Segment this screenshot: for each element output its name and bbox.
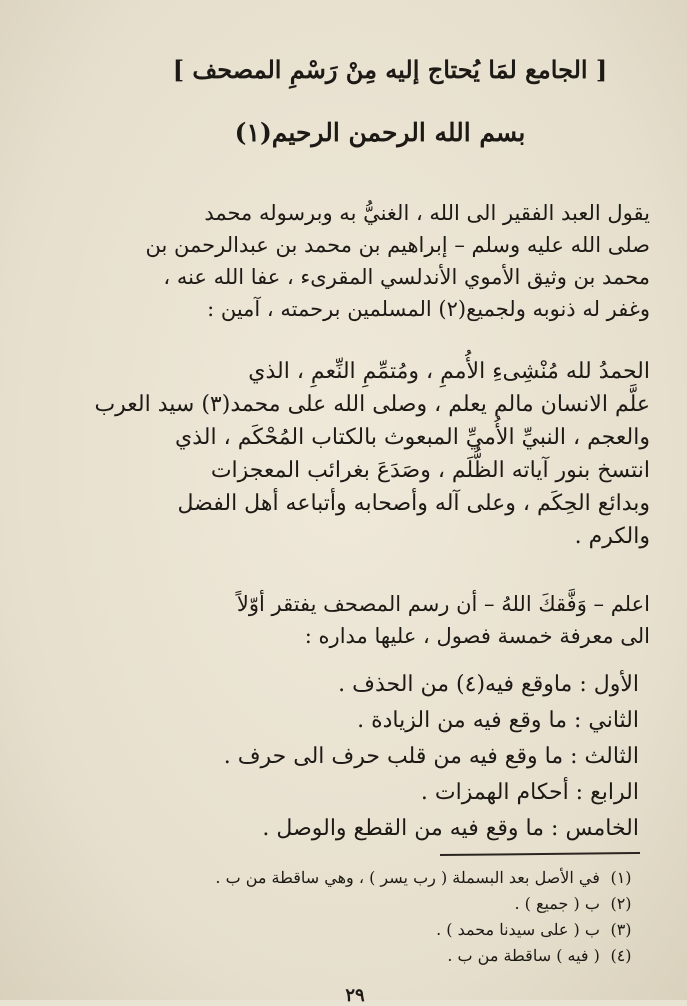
text-line: اعلم – وَفَّقكَ اللهُ – أن رسم المصحف يفتقر أوّلاً: [236, 592, 650, 616]
page-number: ٢٩: [345, 985, 365, 1006]
footnote-divider: [440, 852, 640, 856]
text-line: والكرم .: [574, 524, 650, 549]
chapter-list-item: الخامس : ما وقع فيه من القطع والوصل .: [262, 816, 639, 841]
text-line: علَّم الانسان مالم يعلم ، وصلى الله على محمد(٣) سيد العرب: [94, 392, 650, 417]
chapter-list-item: الثالث : ما وقع فيه من قلب حرف الى حرف .: [223, 744, 639, 769]
footnote-text: ( فيه ) ساقطة من ب .: [447, 946, 600, 965]
footnote-number: (٢): [610, 894, 632, 913]
text-line: وبدائع الحِكَم ، وعلى آله وأصحابه وأتباعه أهل الفضل: [177, 491, 650, 516]
footnote-text: في الأصل بعد البسملة ( رب يسر ) ، وهي ساقطة من ب .: [215, 868, 600, 887]
chapter-list-item: الأول : ماوقع فيه(٤) من الحذف .: [338, 672, 639, 697]
footnote: [110, 946, 637, 972]
text-line: والعجم ، النبيِّ الأُميِّ المبعوث بالكتاب المُحْكَم ، الذي: [175, 425, 650, 450]
text-line: الحمدُ لله مُنْشِىءِ الأُممِ ، ومُتمِّمِ النِّعمِ ، الذي: [248, 359, 650, 384]
text-line: انتسخ بنور آياته الظُّلَم ، وصَدَعَ بغرائب المعجزات: [210, 458, 650, 483]
text-line: محمد بن وثيق الأموي الأندلسي المقرىء ، عفا الله عنه ،: [163, 265, 650, 289]
chapter-list-item: الثاني : ما وقع فيه من الزيادة .: [357, 708, 639, 733]
text-line: يقول العبد الفقير الى الله ، الغنيُّ به وبرسوله محمد: [204, 201, 650, 225]
footnote: [110, 894, 637, 920]
footnote-text: ب ( جميع ) .: [514, 894, 600, 913]
text-line: صلى الله عليه وسلم – إبراهيم بن محمد بن عبدالرحمن بن: [145, 233, 650, 257]
footnote-text: ب ( على سيدنا محمد ) .: [436, 920, 600, 939]
footnote: [110, 920, 637, 946]
chapter-title: [ الجامع لمَا يُحتاج إليه مِنْ رَسْمِ المصحف ]: [172, 55, 608, 84]
footnote-number: (١): [610, 868, 632, 887]
text-line: الى معرفة خمسة فصول ، عليها مداره :: [304, 624, 650, 648]
footnote: [110, 868, 637, 894]
chapter-list-item: الرابع : أحكام الهمزات .: [420, 780, 639, 805]
chapters-intro-paragraph: [65, 588, 650, 652]
intro-paragraph: [65, 197, 650, 325]
footnote-number: (٤): [610, 946, 632, 965]
footnote-number: (٣): [610, 920, 632, 939]
text-line: وغفر له ذنوبه ولجميع(٢) المسلمين برحمته ، آمين :: [207, 297, 650, 321]
basmala-heading: بسم الله الرحمن الرحيم(١): [234, 118, 526, 147]
praise-paragraph: [65, 355, 650, 553]
